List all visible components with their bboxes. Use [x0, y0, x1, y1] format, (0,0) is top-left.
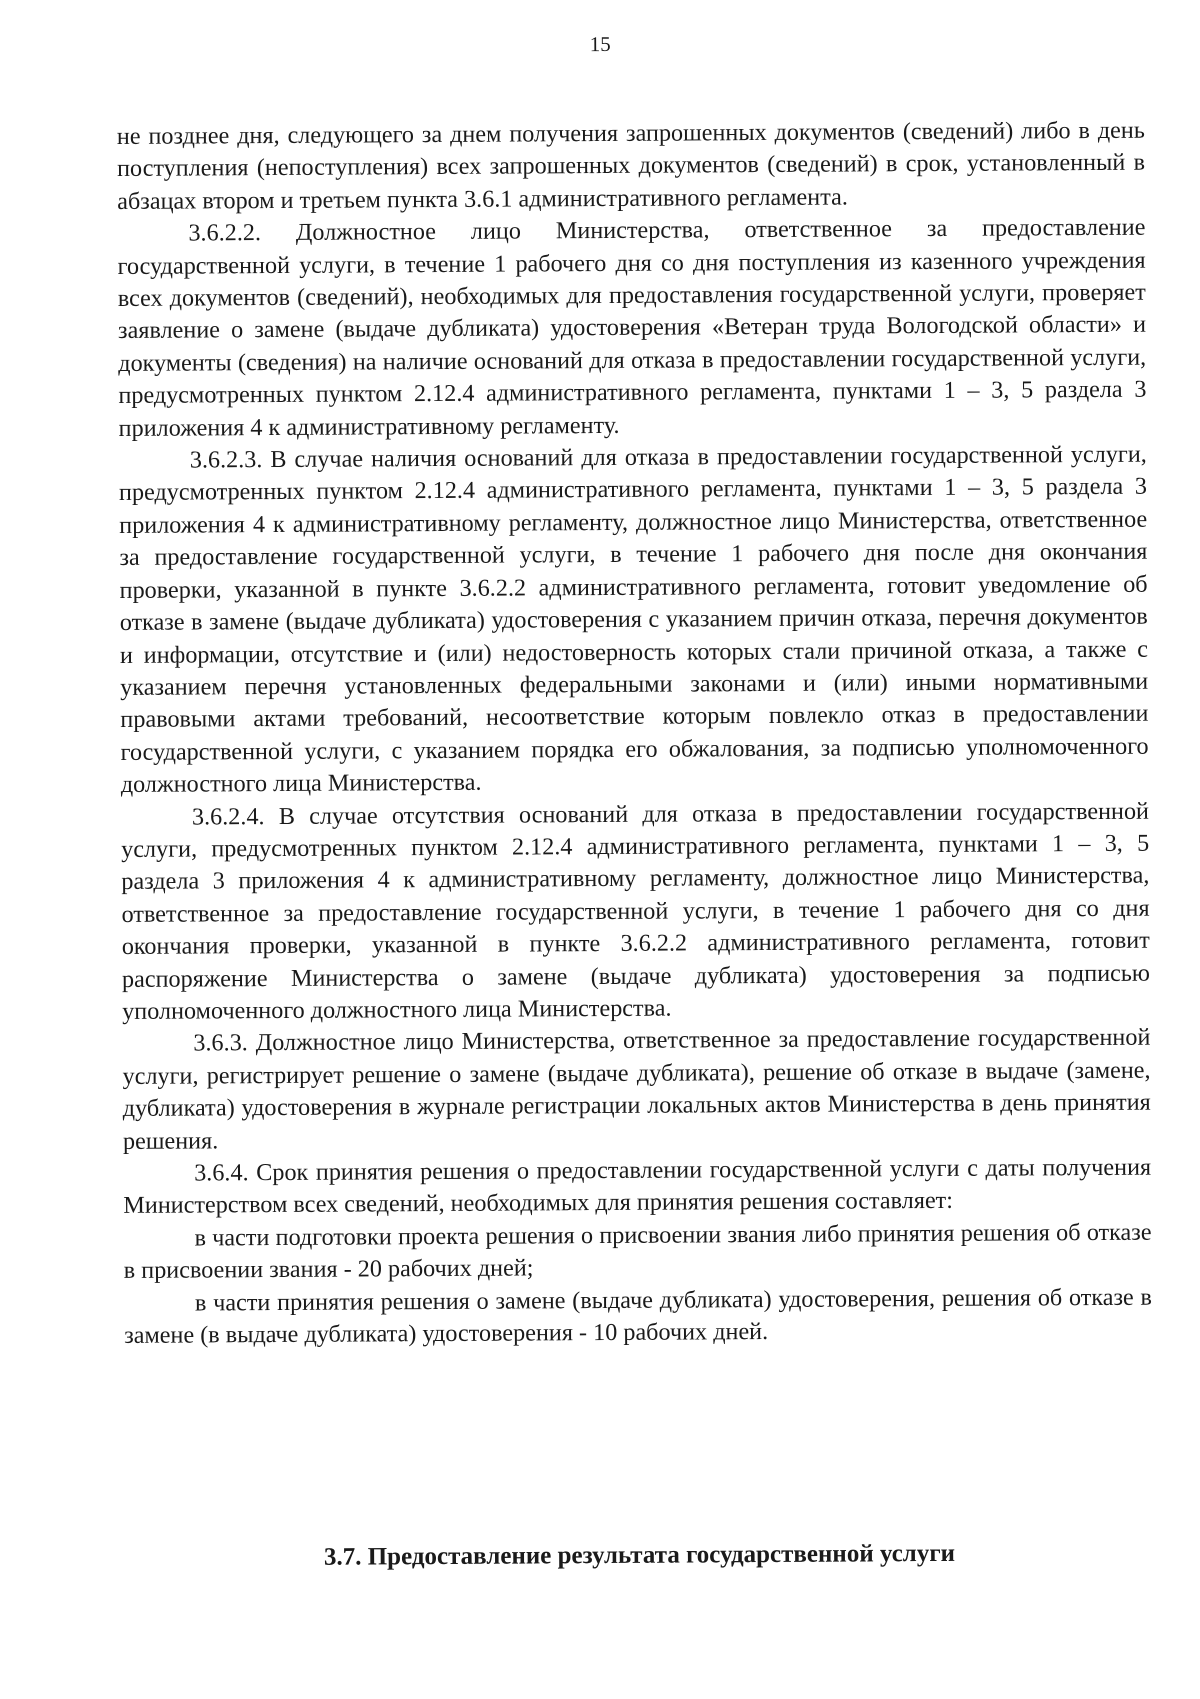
paragraph-3-6-2-2: 3.6.2.2. Должностное лицо Министерства, ответственное за предоставление государственной услуги, в течение 1 рабочего дня со дня поступления из казенного учреждения всех документов (сведений), необходимых для предоставления государственной услуги, проверяет заявление о замене (выдаче дубликата) удостоверения «Ветеран труда Вологодской области» и документы (сведения) на наличие оснований для отказа в предоставлении государственной услуги, предусмотренных пунктом 2.12.4 административного регламента, пунктами 1 – 3, 5 раздела 3 приложения 4 к административному регламенту.	[117, 213, 1147, 442]
page-number: 15	[589, 31, 611, 57]
paragraph-3-6-2-3: 3.6.2.3. В случае наличия оснований для отказа в предоставлении государственной услуги, предусмотренных пунктом 2.12.4 административного регламента, пунктами 1 – 3, 5 раздела 3 приложения 4 к административному регламенту, должностное лицо Министерства, ответственное за предоставление государственной услуги, в течение 1 рабочего дня после дня окончания проверки, указанной в пункте 3.6.2.2 административного регламента, готовит уведомление об отказе в замене (выдаче дубликата) удостоверения с указанием причин отказа, перечня документов и информации, отсутствие и (или) недостоверность которых стали причиной отказа, а также с указанием перечня установленных федеральными законами и (или) иными нормативными правовыми актами требований, несоответствие которым повлекло отказ в предоставлении государственной услуги, с указанием порядка его обжалования, за подписью уполномоченного должностного лица Министерства.	[118, 440, 1149, 799]
section-heading: 3.7. Предоставление результата государственной услуги	[323, 1539, 956, 1571]
paragraph-3-6-3: 3.6.3. Должностное лицо Министерства, ответственное за предоставление государственной услуги, регистрирует решение о замене (выдаче дубликата), решение об отказе в выдаче (замене, дубликата) удостоверения в журнале регистрации локальных актов Министерства в день принятия решения.	[122, 1024, 1151, 1155]
paragraph-continuation: не позднее дня, следующего за днем получения запрошенных документов (сведений) либо в день поступления (непоступления) всех запрошенных документов (сведений) в срок, установленный в абзацах втором и третьем пункта 3.6.1 административного регламента.	[116, 116, 1146, 215]
paragraph-term-replacement: в части принятия решения о замене (выдаче дубликата) удостоверения, решения об отказе в замене (в выдаче дубликата) удостоверения - 10 рабочих дней.	[124, 1283, 1153, 1349]
paragraph-3-6-4: 3.6.4. Срок принятия решения о предоставлении государственной услуги с даты получения Министерством всех сведений, необходимых для принятия решения составляет:	[123, 1153, 1152, 1220]
paragraph-term-assignment: в части подготовки проекта решения о присвоении звания либо принятия решения об отказе в присвоении звания - 20 рабочих дней;	[123, 1218, 1152, 1285]
document-body	[117, 115, 1153, 1353]
paragraph-3-6-2-4: 3.6.2.4. В случае отсутствия оснований для отказа в предоставлении государственной услуги, предусмотренных пунктом 2.12.4 административного регламента, пунктами 1 – 3, 5 раздела 3 приложения 4 к административному регламенту, должностное лицо Министерства, ответственное за предоставление государственной услуги, в течение 1 рабочего дня со дня окончания проверки, указанной в пункте 3.6.2.2 административного регламента, готовит распоряжение Министерства о замене (выдаче дубликата) удостоверения за подписью уполномоченного должностного лица Министерства.	[121, 797, 1151, 1025]
